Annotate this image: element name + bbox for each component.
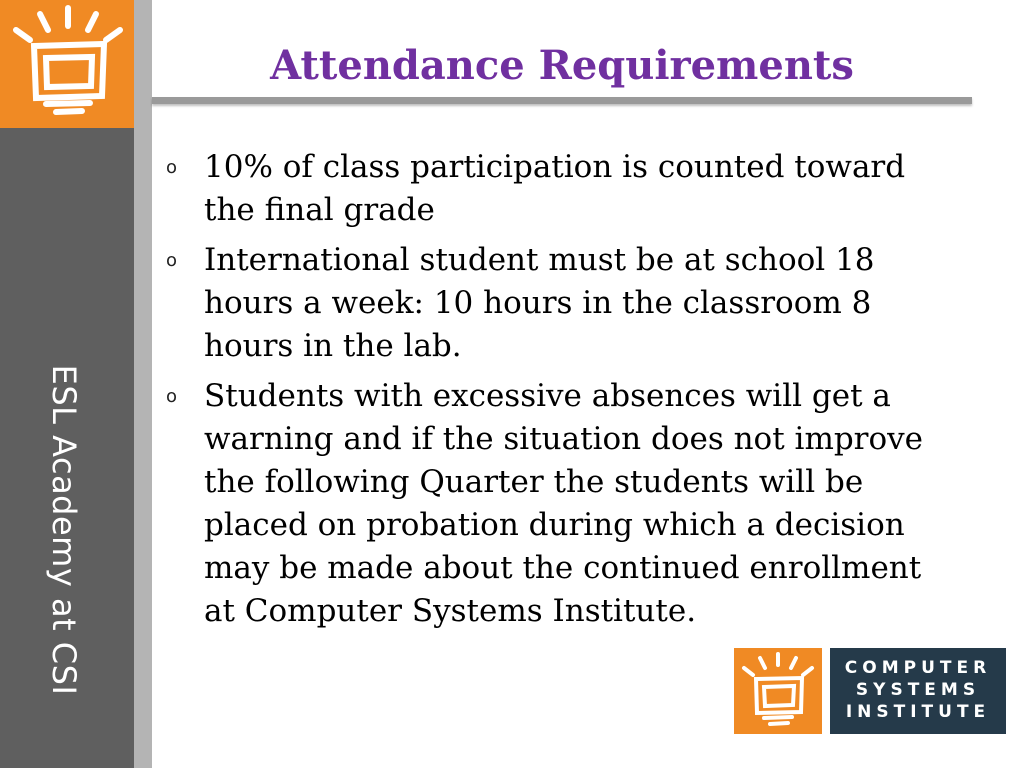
bullet-item bbox=[162, 146, 952, 232]
bullet-marker: o bbox=[166, 250, 178, 271]
bullet-text: 10% of class participation is counted toward the final grade bbox=[204, 149, 906, 228]
wordmark-line: COMPUTER bbox=[844, 658, 992, 678]
bullet-marker: o bbox=[166, 386, 178, 407]
title-divider bbox=[152, 97, 972, 104]
sidebar-edge bbox=[134, 0, 152, 768]
corner-logo bbox=[0, 0, 134, 128]
bullet-item bbox=[162, 239, 952, 368]
csi-logo-icon bbox=[734, 648, 822, 734]
monitor-icon bbox=[734, 648, 822, 734]
bullet-list bbox=[162, 146, 952, 640]
csi-wordmark bbox=[830, 648, 1006, 734]
bullet-marker: o bbox=[166, 157, 178, 178]
bullet-item bbox=[162, 375, 952, 633]
bullet-text: Students with excessive absences will get a warning and if the situation does not improve the following Quarter the students will be placed on probation during which a decision may be made about the continued enrollment at Computer Systems Institute. bbox=[204, 378, 924, 629]
slide-title: Attendance Requirements bbox=[270, 42, 854, 89]
wordmark-line: SYSTEMS bbox=[855, 680, 981, 700]
bullet-text: International student must be at school 18 hours a week: 10 hours in the classroom 8 hours in the lab. bbox=[204, 242, 875, 364]
sidebar-label: ESL Academy at CSI bbox=[45, 364, 83, 696]
monitor-icon bbox=[0, 0, 134, 128]
csi-logo bbox=[734, 648, 1006, 734]
wordmark-line: INSTITUTE bbox=[845, 702, 991, 722]
